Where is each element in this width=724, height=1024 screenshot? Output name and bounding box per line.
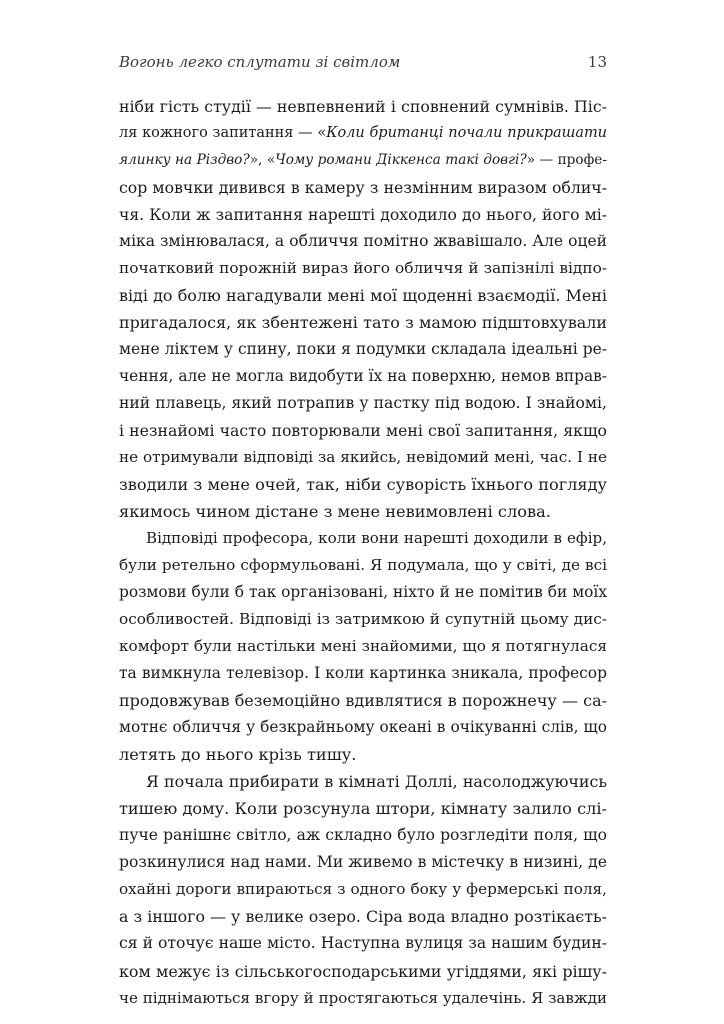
text-line: [119, 228, 607, 255]
text-line: [119, 660, 607, 687]
text-run: зводили з мене очей, так, ніби суворість їхнього погляду: [119, 475, 607, 495]
running-title: Вогонь легко сплутати зі світлом: [119, 53, 401, 71]
text-run: », «: [249, 152, 276, 169]
body-text: [119, 93, 607, 1012]
text-line: [119, 174, 607, 201]
text-run: не отримували відповіді за якийсь, невідомий мені, час. І не: [119, 448, 607, 467]
text-line: [119, 903, 607, 930]
text-run: розкинулися над нами. Ми живемо в містечку в низині, де: [119, 853, 607, 872]
text-run: міка змінювалася, а обличчя помітно жвавішало. Але оцей: [119, 232, 607, 251]
paragraph-first-line: [119, 525, 607, 552]
running-head: [119, 53, 607, 75]
text-line: [119, 120, 607, 147]
text-line: [119, 741, 607, 768]
text-line: [119, 147, 607, 174]
text-run: віді до болю нагадували мені мої щоденні взаємодії. Мені: [119, 286, 607, 306]
text-run: че піднімаються вгору й простягаються удалечінь. Я завжди: [119, 988, 607, 1007]
text-run: пригадалося, як збентежені тато з мамою підштовхували: [119, 313, 607, 333]
text-line: [119, 336, 607, 363]
text-line: [119, 579, 607, 606]
text-line: [119, 849, 607, 876]
text-run: якимось чином дістане з мене невимовлені слова.: [119, 502, 551, 522]
text-run: комфорт були настільки мені знайомими, що я потягнулася: [119, 637, 607, 656]
text-line: [119, 795, 607, 822]
text-line: [119, 633, 607, 660]
paragraph-first-line: [119, 768, 607, 795]
text-run: охайні дороги впираються з одного боку у фермерські поля,: [119, 880, 607, 899]
text-run: розмови були б так організовані, ніхто й не помітив би моїх: [119, 583, 607, 602]
text-run: чя. Коли ж запитання нарешті доходило до нього, його мі-: [119, 205, 607, 225]
text-run: ля кожного запитання — «: [119, 125, 327, 142]
italic-phrase: Чому романи Діккенса такі довгі?: [275, 152, 527, 169]
text-run: мене ліктем у спину, поки я подумки складала ідеальні ре-: [119, 340, 607, 359]
text-run: і незнайомі часто повторювали мені свої запитання, якщо: [119, 421, 607, 441]
text-run: були ретельно сформульовані. Я подумала, що у світі, де всі: [119, 556, 607, 575]
text-line: [119, 390, 607, 417]
text-line: [119, 417, 607, 444]
text-run: летять до нього крізь тишу.: [119, 745, 357, 765]
text-run: особливостей. Відповіді із затримкою й супутній цьому дис-: [119, 610, 607, 629]
page-number: 13: [587, 53, 607, 71]
text-line: [119, 444, 607, 471]
text-line: [119, 498, 607, 525]
text-line: [119, 687, 607, 714]
text-run: тишею дому. Коли розсунула штори, кімнату залило слі-: [119, 799, 607, 819]
text-run: продовжував беземоційно вдивлятися в порожнечу — са-: [119, 691, 607, 711]
text-run: ніби гість студії — невпевнений і сповнений сумнівів. Піс-: [119, 97, 607, 116]
text-run: Відповіді професора, коли вони нарешті доходили в ефір,: [146, 529, 607, 548]
text-run: чення, але не могла видобути їх на поверхню, немов вправ-: [119, 367, 607, 386]
text-run: » — профе-: [526, 152, 607, 169]
text-run: пуче ранішнє світло, аж складно було розгледіти поля, що: [119, 826, 607, 845]
text-run: ний плавець, який потрапив у пастку під водою. І знайомі,: [119, 394, 607, 413]
text-line: [119, 93, 607, 120]
text-line: [119, 985, 607, 1012]
text-run: сор мовчки дивився в камеру з незмінним виразом облич-: [119, 178, 607, 198]
text-line: [119, 255, 607, 282]
text-line: [119, 363, 607, 390]
text-run: початковий порожній вираз його обличчя й запізнілі відпо-: [119, 259, 607, 278]
text-line: [119, 309, 607, 336]
text-line: [119, 822, 607, 849]
text-run: мотнє обличчя у безкрайньому океані в очікуванні слів, що: [119, 718, 607, 737]
text-line: [119, 471, 607, 498]
text-line: [119, 714, 607, 741]
text-line: [119, 201, 607, 228]
text-run: Я почала прибирати в кімнаті Доллі, насолоджуючись: [146, 772, 607, 792]
text-run: а з іншого — у велике озеро. Сіра вода владно розтікаєть-: [119, 907, 607, 927]
text-line: [119, 606, 607, 633]
text-line: [119, 282, 607, 309]
text-line: [119, 930, 607, 957]
text-run: ся й оточує наше місто. Наступна вулиця за нашим будин-: [119, 934, 607, 953]
italic-phrase: Коли британці почали прикрашати: [326, 125, 607, 142]
text-run: та вимкнула телевізор. І коли картинка зникала, професор: [119, 664, 607, 683]
text-line: [119, 876, 607, 903]
text-line: [119, 958, 607, 985]
text-run: ком межує із сільськогосподарськими угіддями, які рішу-: [119, 961, 607, 981]
italic-phrase: ялинку на Різдво?: [119, 152, 250, 169]
text-line: [119, 552, 607, 579]
